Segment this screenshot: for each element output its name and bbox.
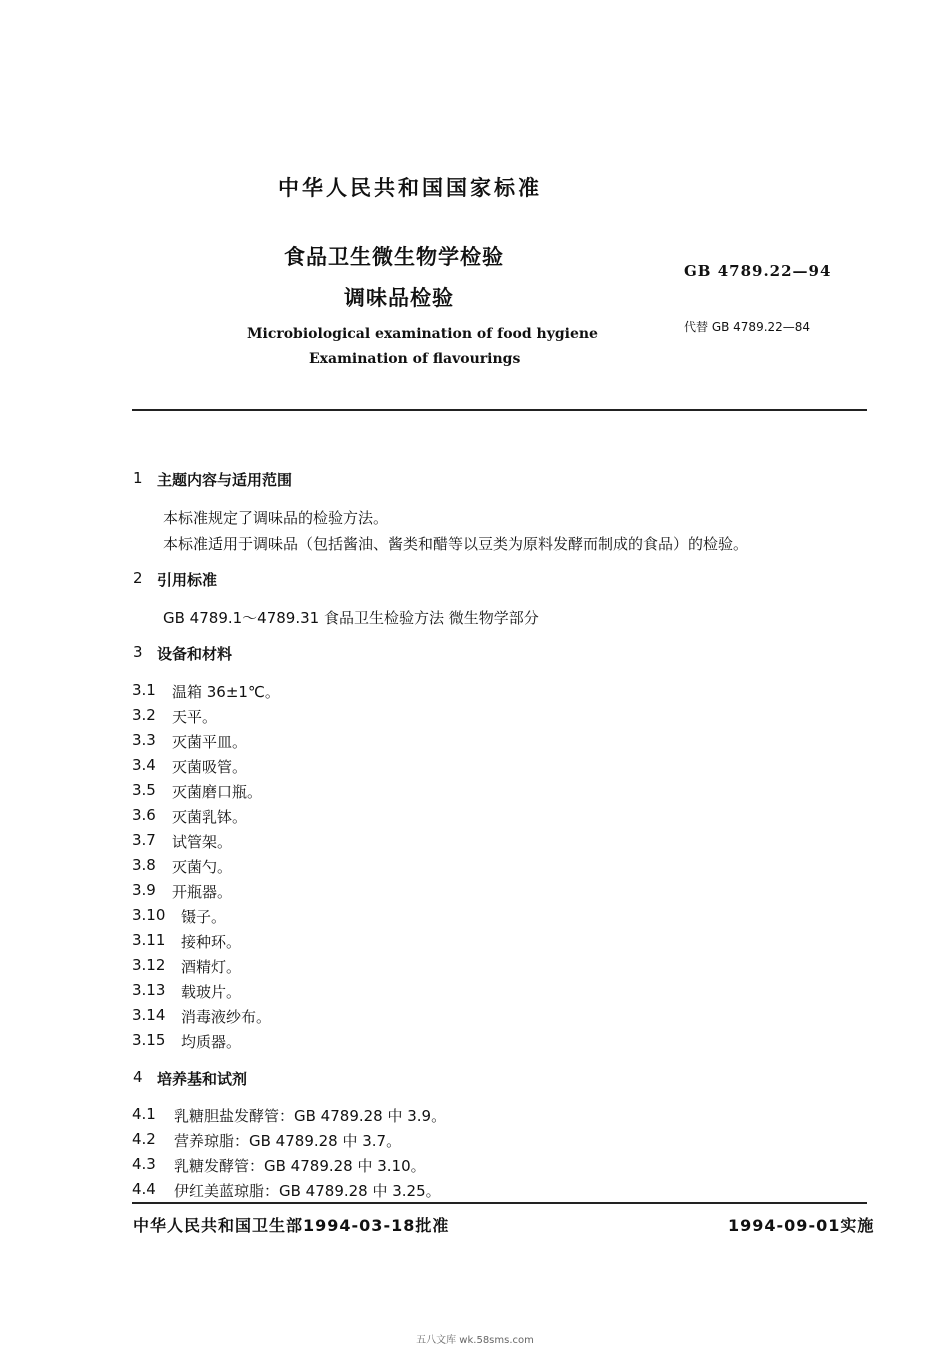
item-3-7-number: 3.7 <box>132 831 156 849</box>
section-4-number: 4 <box>133 1068 143 1086</box>
standard-number: GB 4789.22—94 <box>684 262 832 280</box>
item-3-7-text: 试管架。 <box>172 833 233 851</box>
item-3-2-text: 天平。 <box>172 708 218 726</box>
title-en-line1: Microbiological examination of food hygiene <box>247 326 598 342</box>
item-3-12-number: 3.12 <box>132 956 166 974</box>
approval-date: 中华人民共和国卫生部1994-03-18批准 <box>133 1216 450 1235</box>
title-cn-line2: 调味品检验 <box>344 286 454 310</box>
title-cn-line1: 食品卫生微生物学检验 <box>284 245 504 269</box>
item-3-13-text: 载玻片。 <box>181 983 242 1001</box>
item-3-2-number: 3.2 <box>132 706 156 724</box>
item-3-10-text: 镊子。 <box>181 908 227 926</box>
section-1-number: 1 <box>133 469 143 487</box>
item-4-1-number: 4.1 <box>132 1105 156 1123</box>
item-3-9-text: 开瓶器。 <box>172 883 233 901</box>
item-3-12-text: 酒精灯。 <box>181 958 242 976</box>
item-4-3-text: 乳糖发酵管：GB 4789.28 中 3.10。 <box>174 1157 426 1175</box>
item-3-11-text: 接种环。 <box>181 933 242 951</box>
national-standard-heading: 中华人民共和国国家标准 <box>278 176 542 200</box>
item-3-6-number: 3.6 <box>132 806 156 824</box>
item-3-4-text: 灭菌吸管。 <box>172 758 248 776</box>
item-3-1-number: 3.1 <box>132 681 156 699</box>
item-3-8-number: 3.8 <box>132 856 156 874</box>
item-3-5-text: 灭菌磨口瓶。 <box>172 783 263 801</box>
item-3-14-number: 3.14 <box>132 1006 166 1024</box>
implementation-date: 1994-09-01实施 <box>728 1216 875 1235</box>
section-2-title: 引用标准 <box>157 571 218 589</box>
item-3-8-text: 灭菌勺。 <box>172 858 233 876</box>
item-4-3-number: 4.3 <box>132 1155 156 1173</box>
item-3-10-number: 3.10 <box>132 906 166 924</box>
item-3-1-text: 温箱 36±1℃。 <box>172 683 280 701</box>
item-3-15-number: 3.15 <box>132 1031 166 1049</box>
item-4-1-text: 乳糖胆盐发酵管：GB 4789.28 中 3.9。 <box>174 1107 447 1125</box>
section-1-title: 主题内容与适用范围 <box>157 471 293 489</box>
item-3-3-number: 3.3 <box>132 731 156 749</box>
title-en-line2: Examination of flavourings <box>309 351 521 367</box>
item-3-13-number: 3.13 <box>132 981 166 999</box>
item-3-15-text: 均质器。 <box>181 1033 242 1051</box>
watermark: 五八文库 wk.58sms.com <box>416 1335 534 1346</box>
replaces-standard: 代替 GB 4789.22—84 <box>684 320 811 334</box>
item-3-6-text: 灭菌乳钵。 <box>172 808 248 826</box>
section-1-paragraph-1: 本标准规定了调味品的检验方法。 <box>163 509 389 527</box>
item-3-4-number: 3.4 <box>132 756 156 774</box>
item-3-11-number: 3.11 <box>132 931 166 949</box>
section-2-number: 2 <box>133 569 143 587</box>
item-4-2-text: 营养琼脂：GB 4789.28 中 3.7。 <box>174 1132 402 1150</box>
section-4-title: 培养基和试剂 <box>157 1070 248 1088</box>
item-3-3-text: 灭菌平皿。 <box>172 733 248 751</box>
item-4-4-number: 4.4 <box>132 1180 156 1198</box>
section-3-number: 3 <box>133 643 143 661</box>
item-4-4-text: 伊红美蓝琼脂：GB 4789.28 中 3.25。 <box>174 1182 441 1200</box>
section-2-reference: GB 4789.1～4789.31 食品卫生检验方法 微生物学部分 <box>163 609 539 627</box>
item-4-2-number: 4.2 <box>132 1130 156 1148</box>
section-3-title: 设备和材料 <box>157 645 233 663</box>
section-1-paragraph-2: 本标准适用于调味品（包括酱油、酱类和醋等以豆类为原料发酵而制成的食品）的检验。 <box>163 535 749 553</box>
footer-divider <box>132 1202 867 1204</box>
item-3-14-text: 消毒液纱布。 <box>181 1008 272 1026</box>
header-divider <box>132 409 867 411</box>
item-3-5-number: 3.5 <box>132 781 156 799</box>
item-3-9-number: 3.9 <box>132 881 156 899</box>
